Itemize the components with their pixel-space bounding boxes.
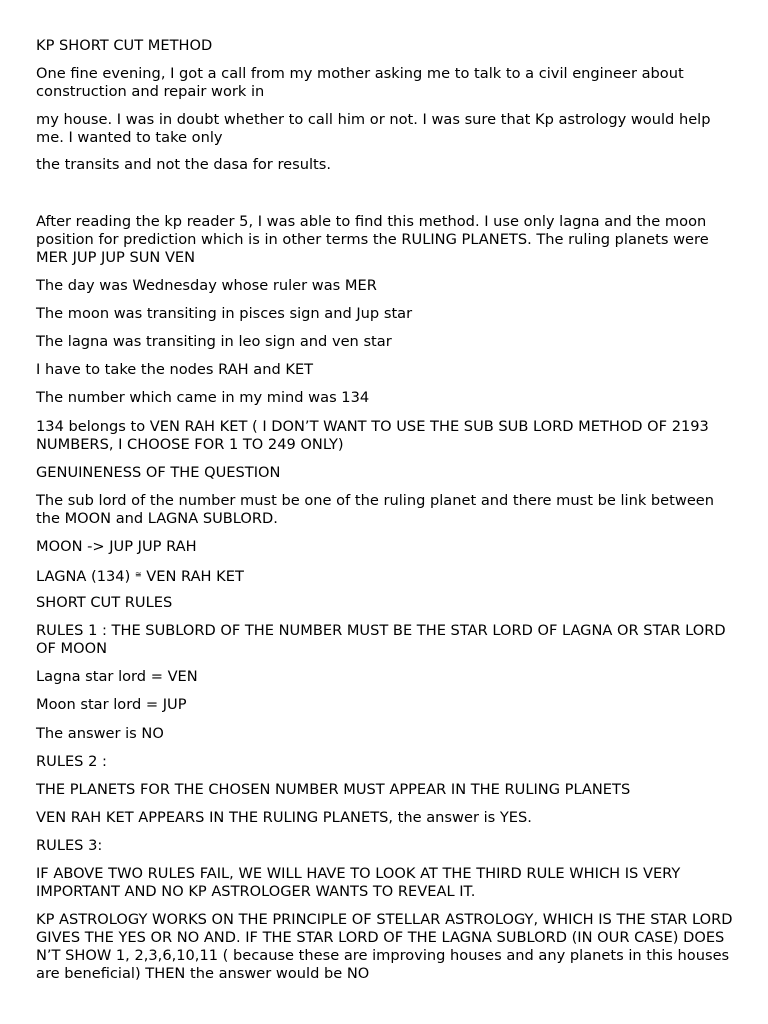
paragraph-number: The number which came in my mind was 134 [36,389,370,406]
paragraph-rule-2: THE PLANETS FOR THE CHOSEN NUMBER MUST APPEAR IN THE RULING PLANETS [36,781,631,798]
paragraph-lagna-transit: The lagna was transiting in leo sign and ven star [36,333,392,350]
document-title: KP SHORT CUT METHOD [36,37,213,54]
lagna-suffix: VEN RAH KET [141,568,244,585]
paragraph-method: After reading the kp reader 5, I was able to find this method. I use only lagna and the moon position for prediction which is in other terms the RULING PLANETS. The ruling planets were MER JUP JUP SUN VEN [36,213,709,266]
paragraph-answer-no: The answer is NO [36,725,164,742]
heading-short-cut-rules: SHORT CUT RULES [36,594,173,611]
heading-genuineness: GENUINENESS OF THE QUESTION [36,464,281,481]
paragraph-number-belongs: 134 belongs to VEN RAH KET ( I DON’T WANT TO USE THE SUB SUB LORD METHOD OF 2193 NUMBERS, I CHOOSE FOR 1 TO 249 ONLY) [36,418,709,453]
heading-rules-2: RULES 2 : [36,753,107,770]
heading-rules-3: RULES 3: [36,837,103,854]
paragraph-intro-1: One fine evening, I got a call from my mother asking me to talk to a civil engineer about construction and repair work in [36,65,684,100]
paragraph-lagna-lords [36,566,736,586]
congruent-symbol: ≅ [134,570,142,579]
paragraph-moon-star-lord: Moon star lord = JUP [36,696,187,713]
paragraph-intro-2: my house. I was in doubt whether to call him or not. I was sure that Kp astrology would help me. I wanted to take only [36,111,711,146]
paragraph-intro-3: the transits and not the dasa for results. [36,156,331,173]
paragraph-stellar-principle: KP ASTROLOGY WORKS ON THE PRINCIPLE OF STELLAR ASTROLOGY, WHICH IS THE STAR LORD GIVES THE YES OR NO AND. IF THE STAR LORD OF THE LAGNA SUBLORD (IN OUR CASE) DOES N’T SHOW 1, 2,3,6,10,11 ( because these are improving houses and any planets in this houses are beneficial) THEN the answer would be NO [36,911,733,982]
paragraph-nodes: I have to take the nodes RAH and KET [36,361,314,378]
lagna-prefix: LAGNA (134) [36,568,135,585]
paragraph-rule-1: RULES 1 : THE SUBLORD OF THE NUMBER MUST BE THE STAR LORD OF LAGNA OR STAR LORD OF MOON [36,622,726,657]
paragraph-moon-transit: The moon was transiting in pisces sign and Jup star [36,305,413,322]
paragraph-answer-yes: VEN RAH KET APPEARS IN THE RULING PLANETS, the answer is YES. [36,809,532,826]
paragraph-sub-lord-link: The sub lord of the number must be one of the ruling planet and there must be link between the MOON and LAGNA SUBLORD. [36,492,715,527]
paragraph-moon-lords: MOON -> JUP JUP RAH [36,538,197,555]
paragraph-day-ruler: The day was Wednesday whose ruler was MER [36,277,377,294]
paragraph-lagna-star-lord: Lagna star lord = VEN [36,668,198,685]
paragraph-rule-3: IF ABOVE TWO RULES FAIL, WE WILL HAVE TO LOOK AT THE THIRD RULE WHICH IS VERY IMPORTANT AND NO KP ASTROLOGER WANTS TO REVEAL IT. [36,865,681,900]
